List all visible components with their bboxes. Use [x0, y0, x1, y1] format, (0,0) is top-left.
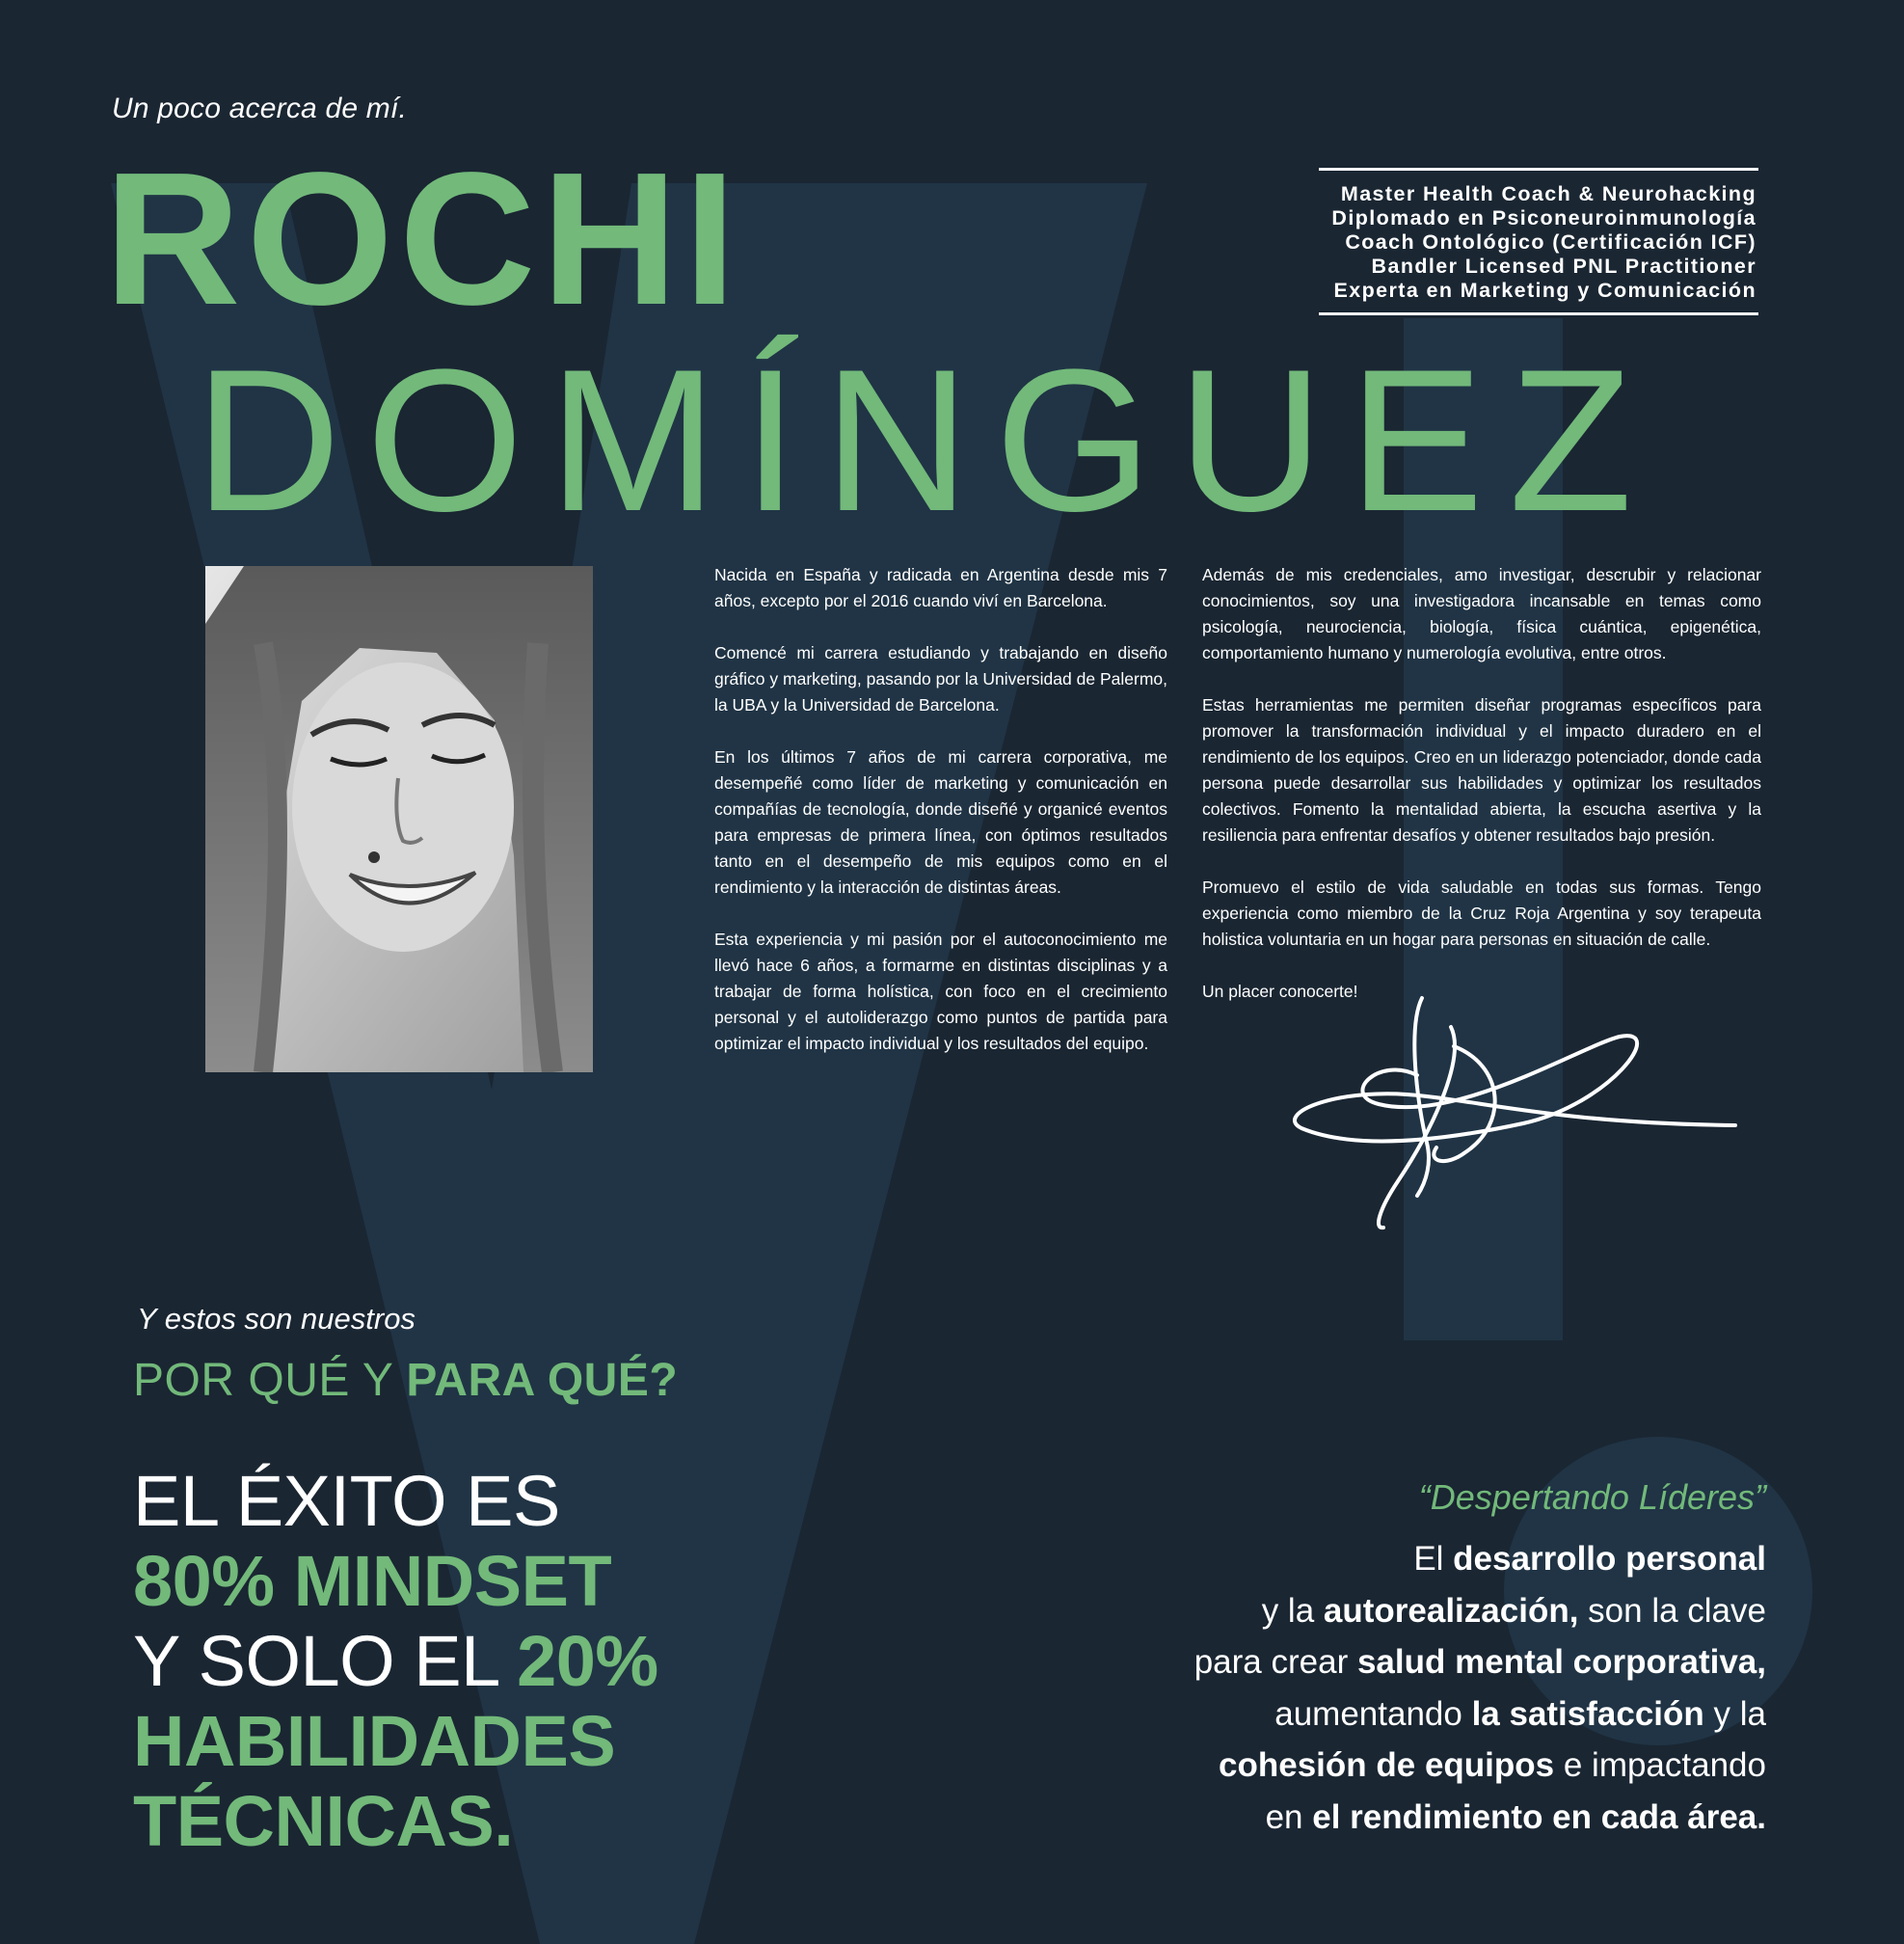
success-line-highlight: TÉCNICAS.: [133, 1781, 514, 1861]
mission-text-bold: el rendimiento en cada área.: [1312, 1797, 1766, 1836]
bio-paragraph: Estas herramientas me permiten diseñar programas específicos para promover la transformación individual y el impacto duradero en el rendimiento de los equipos. Creo en un liderazgo potenciador, donde cada persona puede desarrollar sus habilidades y optimizar los resultados colectivos. Fomento la mentalidad abierta, la escucha asertiva y la resiliencia para enfrentar desafíos y obtener resultados bajo presión.: [1202, 695, 1761, 845]
tagline-quote: “Despertando Líderes”: [1418, 1477, 1766, 1517]
credential-item: Bandler Licensed PNL Practitioner: [1371, 255, 1757, 278]
credential-item: Master Health Coach & Neurohacking: [1340, 182, 1757, 205]
success-line-highlight: HABILIDADES: [133, 1701, 616, 1781]
mission-line: [1194, 1533, 1766, 1585]
credential-item: Diplomado en Psiconeuroinmunología: [1331, 206, 1757, 230]
credentials-box: [1319, 168, 1758, 315]
handwritten-signature: [1282, 988, 1745, 1239]
closing-line: Un placer conocerte!: [1202, 982, 1358, 1001]
success-line: [133, 1621, 658, 1701]
mission-line: [1194, 1636, 1766, 1688]
why-intro: Y estos son nuestros: [137, 1302, 416, 1336]
bio-paragraph: Promuevo el estilo de vida saludable en todas sus formas. Tengo experiencia como miembro de la Cruz Roja Argentina y soy terapeuta holistica voluntaria en un hogar para personas en situación de calle.: [1202, 878, 1761, 949]
mission-text: son la clave: [1578, 1591, 1766, 1630]
mission-text: El: [1413, 1540, 1454, 1578]
bio-column-left: [714, 562, 1167, 1083]
bio-paragraph: Comencé mi carrera estudiando y trabajando en diseño gráfico y marketing, pasando por la Universidad de Palermo, la UBA y la Universidad de Barcelona.: [714, 643, 1167, 715]
mission-text-bold: la satisfacción: [1471, 1694, 1704, 1733]
bio-paragraph: Además de mis credenciales, amo investigar, descrubir y relacionar conocimientos, soy una investigadora incansable en temas como psicología, neurociencia, biología, física cuántica, epigenética, comportamiento humano y numerología evolutiva, entre otros.: [1202, 565, 1761, 662]
mission-statement: [1194, 1533, 1766, 1843]
portrait-photo: [205, 566, 593, 1072]
bio-paragraph: En los últimos 7 años de mi carrera corporativa, me desempeñé como líder de marketing y comunicación en compañías de tecnología, donde diseñé y organicé eventos para empresas de primera línea, con óptimos resultados tanto en el desempeño de mis equipos como en el rendimiento y la interacción de distintas áreas.: [714, 747, 1167, 897]
mission-line: [1194, 1792, 1766, 1844]
mission-text: para crear: [1193, 1643, 1357, 1681]
portrait-illustration: [205, 566, 593, 1072]
bio-paragraph: Esta experiencia y mi pasión por el autoconocimiento me llevó hace 6 años, a formarme en distintas disciplinas y a trabajar de forma holística, con foco en el crecimiento personal y el autoliderazgo como puntos de partida para optimizar el impacto individual y los resultados del equipo.: [714, 930, 1167, 1053]
intro-text: Un poco acerca de mí.: [112, 93, 408, 124]
mission-text-bold: autorealización,: [1323, 1591, 1579, 1630]
success-line-highlight: 80% MINDSET: [133, 1541, 612, 1621]
mission-line: [1194, 1585, 1766, 1637]
success-line-text: Y SOLO EL: [133, 1621, 518, 1701]
credential-item: Coach Ontológico (Certificación ICF): [1345, 230, 1757, 254]
mission-text: e impactando: [1554, 1746, 1766, 1784]
mission-line: [1194, 1688, 1766, 1741]
first-name-heading: ROCHI: [104, 133, 742, 344]
bio-column-right: [1202, 562, 1761, 1031]
credential-item: Experta en Marketing y Comunicación: [1333, 279, 1757, 302]
mission-text-bold: desarrollo personal: [1453, 1540, 1766, 1578]
mission-line: [1194, 1740, 1766, 1792]
mission-text-bold: cohesión de equipos: [1219, 1746, 1555, 1784]
success-line-highlight: 20%: [517, 1621, 658, 1701]
success-line: EL ÉXITO ES: [133, 1461, 560, 1541]
mission-text: y la: [1261, 1591, 1324, 1630]
why-heading-regular: POR QUÉ Y: [133, 1355, 407, 1406]
mission-text: y la: [1703, 1694, 1766, 1733]
why-heading-bold: PARA QUÉ?: [406, 1355, 679, 1406]
mission-text: aumentando: [1274, 1694, 1472, 1733]
success-statement: [133, 1461, 658, 1861]
mission-text-bold: salud mental corporativa,: [1356, 1643, 1766, 1681]
bio-paragraph: Nacida en España y radicada en Argentina desde mis 7 años, excepto por el 2016 cuando viví en Barcelona.: [714, 565, 1167, 610]
last-name-heading: DOMÍNGUEZ: [195, 327, 1658, 554]
why-heading: [133, 1354, 678, 1407]
mission-text: en: [1265, 1797, 1313, 1836]
